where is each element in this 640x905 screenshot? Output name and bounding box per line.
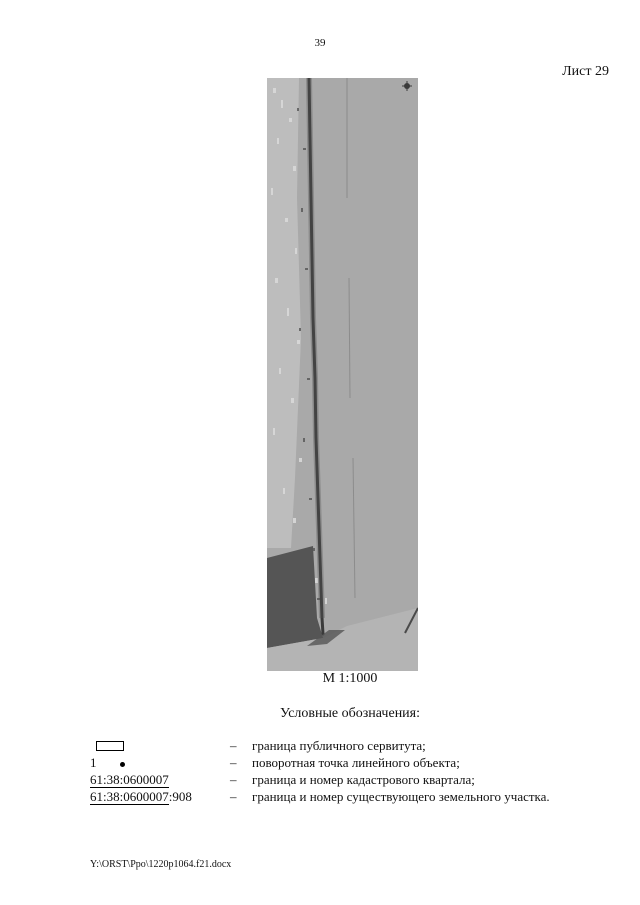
legend-description: граница и номер кадастрового квартала; <box>252 772 475 787</box>
legend-symbol <box>90 755 225 772</box>
legend <box>90 738 630 806</box>
legend-symbol <box>90 772 225 789</box>
page-number: 39 <box>314 37 326 49</box>
land-plot-quarter: 61:38:0600007 <box>90 789 169 804</box>
cadastral-quarter-number: 61:38:0600007 <box>90 772 169 787</box>
dot-icon <box>120 762 125 767</box>
legend-title: Условные обозначения: <box>279 706 421 721</box>
legend-symbol <box>90 789 225 806</box>
map-image <box>267 78 418 671</box>
legend-dash: – <box>230 738 237 753</box>
legend-description: граница публичного сервитута; <box>252 738 426 753</box>
legend-description: поворотная точка линейного объекта; <box>252 755 460 770</box>
legend-description: граница и номер существующего земельного участка. <box>252 789 550 804</box>
rectangle-outline-icon <box>96 741 124 751</box>
legend-dash: – <box>230 755 237 770</box>
legend-dash: – <box>230 789 237 804</box>
legend-dash: – <box>230 772 237 787</box>
legend-row-turning-point <box>90 755 630 772</box>
legend-row-cadastral-quarter <box>90 772 630 789</box>
map-fragment <box>267 78 418 671</box>
legend-row-servitude <box>90 738 630 755</box>
sheet-label: Лист 29 <box>562 64 609 79</box>
footer-file-path: Y:\ORST\Ppo\1220p1064.f21.docx <box>90 859 232 870</box>
map-scale: М 1:1000 <box>322 671 378 686</box>
legend-row-land-plot <box>90 789 630 806</box>
point-number: 1 <box>90 755 97 770</box>
legend-symbol <box>90 738 225 755</box>
land-plot-suffix: :908 <box>168 789 192 804</box>
